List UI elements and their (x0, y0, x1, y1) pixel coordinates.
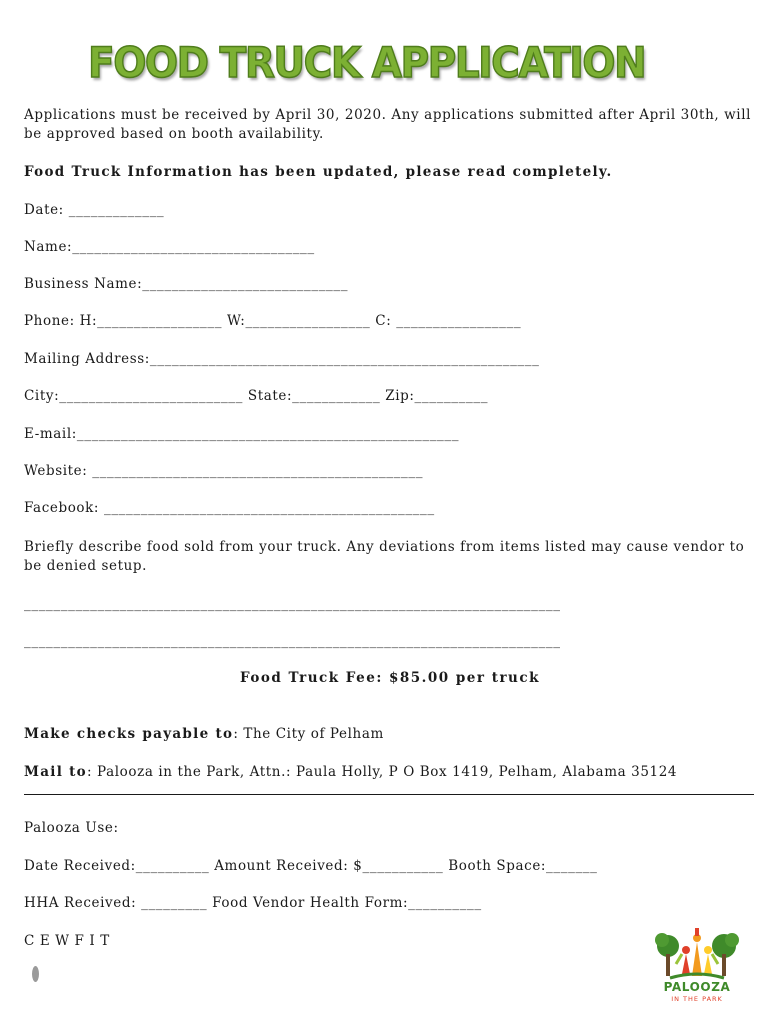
website-field[interactable]: Website: _____________________________________________ (24, 463, 424, 479)
office-use-heading: Palooza Use: (24, 820, 119, 836)
logo-title: PALOOZA (663, 980, 731, 994)
hha-received-field[interactable]: HHA Received: _________ Food Vendor Health Form:__________ (24, 895, 482, 911)
description-line-1[interactable]: _________________________________________________________________________ (24, 596, 561, 612)
update-notice: Food Truck Information has been updated, please read completely. (24, 164, 613, 180)
mail-to (24, 764, 677, 780)
gray-dot (32, 966, 39, 982)
business-name-field[interactable]: Business Name:____________________________ (24, 276, 349, 292)
phone-field[interactable]: Phone: H:_________________ W:_________________ C: _________________ (24, 313, 522, 329)
date-field[interactable]: Date: _____________ (24, 202, 165, 218)
logo-subtitle: IN THE PARK (671, 995, 723, 1003)
cewfit-text: C E W F I T (24, 933, 110, 949)
mail-label: Mail to (24, 764, 87, 780)
intro-text: Applications must be received by April 30, 2020. Any applications submitted after April 30th, will be approved based on booth availability. (24, 107, 752, 142)
fee-text: Food Truck Fee: $85.00 per truck (240, 670, 540, 686)
mail-value: : Palooza in the Park, Attn.: Paula Holly, P O Box 1419, Pelham, Alabama 35124 (87, 764, 678, 780)
checks-value: : The City of Pelham (233, 726, 384, 742)
checks-label: Make checks payable to (24, 726, 234, 742)
page-title: FOOD TRUCK APPLICATION (88, 38, 646, 87)
palooza-logo (652, 924, 742, 1004)
checks-payable (24, 726, 384, 742)
email-field[interactable]: E-mail:____________________________________________________ (24, 426, 460, 442)
mailing-address-field[interactable]: Mailing Address:_____________________________________________________ (24, 351, 540, 367)
description-line-2[interactable]: _________________________________________________________________________ (24, 633, 561, 649)
divider-line (24, 794, 754, 795)
food-description-prompt: Briefly describe food sold from your truck. Any deviations from items listed may cause vendor to be denied setup. (24, 539, 745, 574)
date-received-field[interactable]: Date Received:__________ Amount Received: $___________ Booth Space:_______ (24, 858, 598, 874)
city-state-zip-field[interactable]: City:_________________________ State:____________ Zip:__________ (24, 388, 489, 404)
facebook-field[interactable]: Facebook: _____________________________________________ (24, 500, 435, 516)
name-field[interactable]: Name:_________________________________ (24, 239, 315, 255)
